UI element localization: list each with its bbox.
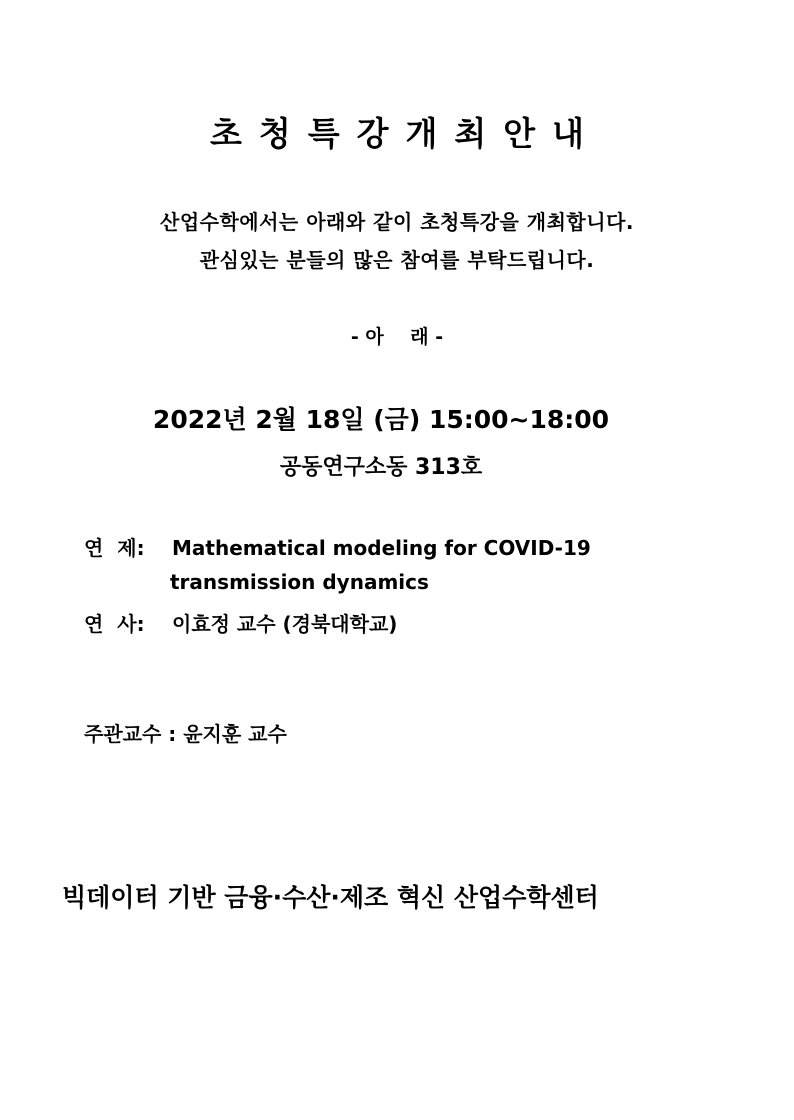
lecture-topic-row [84,532,591,561]
topic-text-line-2: transmission dynamics [170,570,429,594]
topic-text-line-1: Mathematical modeling for COVID-19 [172,536,591,560]
center-name: 빅데이터 기반 금융·수산·제조 혁신 산업수학센터 [62,883,599,912]
event-datetime: 2022년 2월 18일 (금) 15:00~18:00 [152,405,610,434]
host-professor: 주관교수 : 윤지훈 교수 [84,722,287,746]
intro-line-2: 관심있는 분들의 많은 참여를 부탁드립니다. [199,248,595,272]
below-heading: - 아 래 - [350,326,444,348]
topic-label: 연 제: [84,536,145,560]
page-title: 초청특강개최안내 [209,114,602,153]
lecture-speaker-row [84,608,397,637]
speaker-label: 연 사: [84,612,145,636]
speaker-name: 이효정 교수 (경북대학교) [172,612,398,636]
intro-line-1: 산업수학에서는 아래와 같이 초청특강을 개최합니다. [160,210,634,234]
event-location: 공동연구소동 313호 [279,455,483,480]
